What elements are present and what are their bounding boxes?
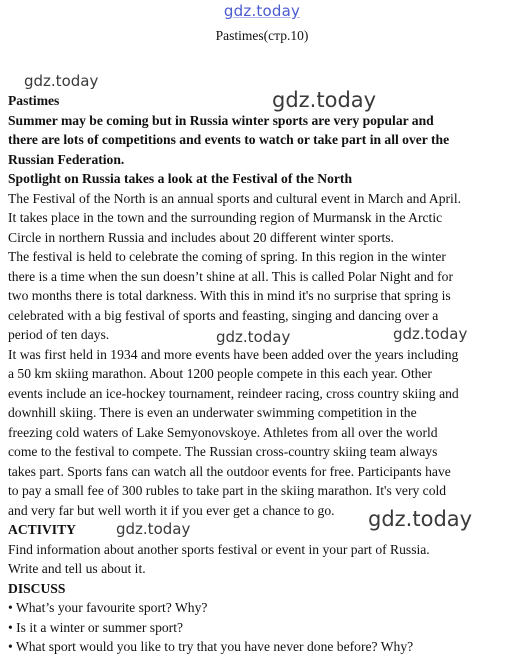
paragraph-line: takes part. Sports fans can watch all the outdoor events for free. Participants have — [8, 463, 451, 479]
watermark-mark: gdz.today — [272, 88, 377, 112]
watermark-mark: gdz.today — [216, 328, 291, 346]
spotlight-heading: Spotlight on Russia takes a look at the Festival of the North — [8, 171, 353, 186]
watermark-mark: gdz.today — [393, 325, 468, 343]
paragraph-line: two months there is total darkness. With this in mind it's no surprise that spring is — [8, 288, 451, 303]
article-title: Pastimes — [8, 93, 60, 108]
intro-line: there are lots of competitions and events to watch or take part in all over the — [8, 132, 450, 147]
discuss-question: • Is it a winter or summer sport? — [8, 619, 184, 635]
paragraph-line: events include an ice-hockey tournament, reindeer racing, cross country skiing and — [8, 385, 459, 401]
intro-line: Russian Federation. — [8, 151, 125, 167]
paragraph-line: a 50 km skiing marathon. About 1200 people compete in this each year. Other — [8, 366, 432, 381]
watermark-mark: gdz.today — [116, 520, 191, 538]
top-watermark: gdz.today — [223, 2, 301, 20]
paragraph-line: there is a time when the sun doesn’t shine at all. This is called Polar Night and for — [8, 268, 453, 284]
discuss-question: • What sport would you like to try that you have never done before? Why? — [8, 639, 414, 654]
paragraph-line: freezing cold waters of Lake Semyonovskoye. Athletes from all over the world — [8, 424, 438, 440]
paragraph-line: The Festival of the North is an annual sports and cultural event in March and April. — [8, 190, 462, 206]
paragraph-line: celebrated with a big festival of sports and feasting, singing and dancing over a — [8, 307, 439, 323]
activity-heading: ACTIVITY — [8, 522, 76, 537]
paragraph-line: period of ten days. — [8, 327, 110, 342]
page-heading: Pastimes(стр.10) — [215, 28, 309, 43]
discuss-question: • What’s your favourite sport? Why? — [8, 600, 208, 615]
paragraph-line: and very far but well worth it if you ever get a chance to go. — [8, 502, 335, 518]
activity-line: Find information about another sports festival or event in your part of Russia. — [8, 541, 430, 557]
paragraph-line: It was first held in 1934 and more events have been added over the years including — [8, 346, 459, 362]
paragraph-line: It takes place in the town and the surrounding region of Murmansk in the Arctic — [8, 210, 443, 225]
paragraph-line: to pay a small fee of 300 rubles to take part in the skiing marathon. It's very cold — [8, 483, 447, 498]
activity-line: Write and tell us about it. — [8, 561, 146, 576]
paragraph-line: Circle in northern Russia and includes about 20 different winter sports. — [8, 229, 394, 245]
paragraph-line: come to the festival to compete. The Russian cross-country skiing team always — [8, 444, 438, 459]
watermark-mark: gdz.today — [24, 72, 99, 90]
article-body — [8, 91, 514, 657]
watermark-mark: gdz.today — [368, 507, 473, 531]
intro-line: Summer may be coming but in Russia winter sports are very popular and — [8, 112, 434, 128]
paragraph-line: The festival is held to celebrate the coming of spring. In this region in the winter — [8, 249, 446, 264]
paragraph-line: downhill skiing. There is even an underwater swimming competition in the — [8, 405, 417, 420]
discuss-heading: DISCUSS — [8, 580, 66, 596]
